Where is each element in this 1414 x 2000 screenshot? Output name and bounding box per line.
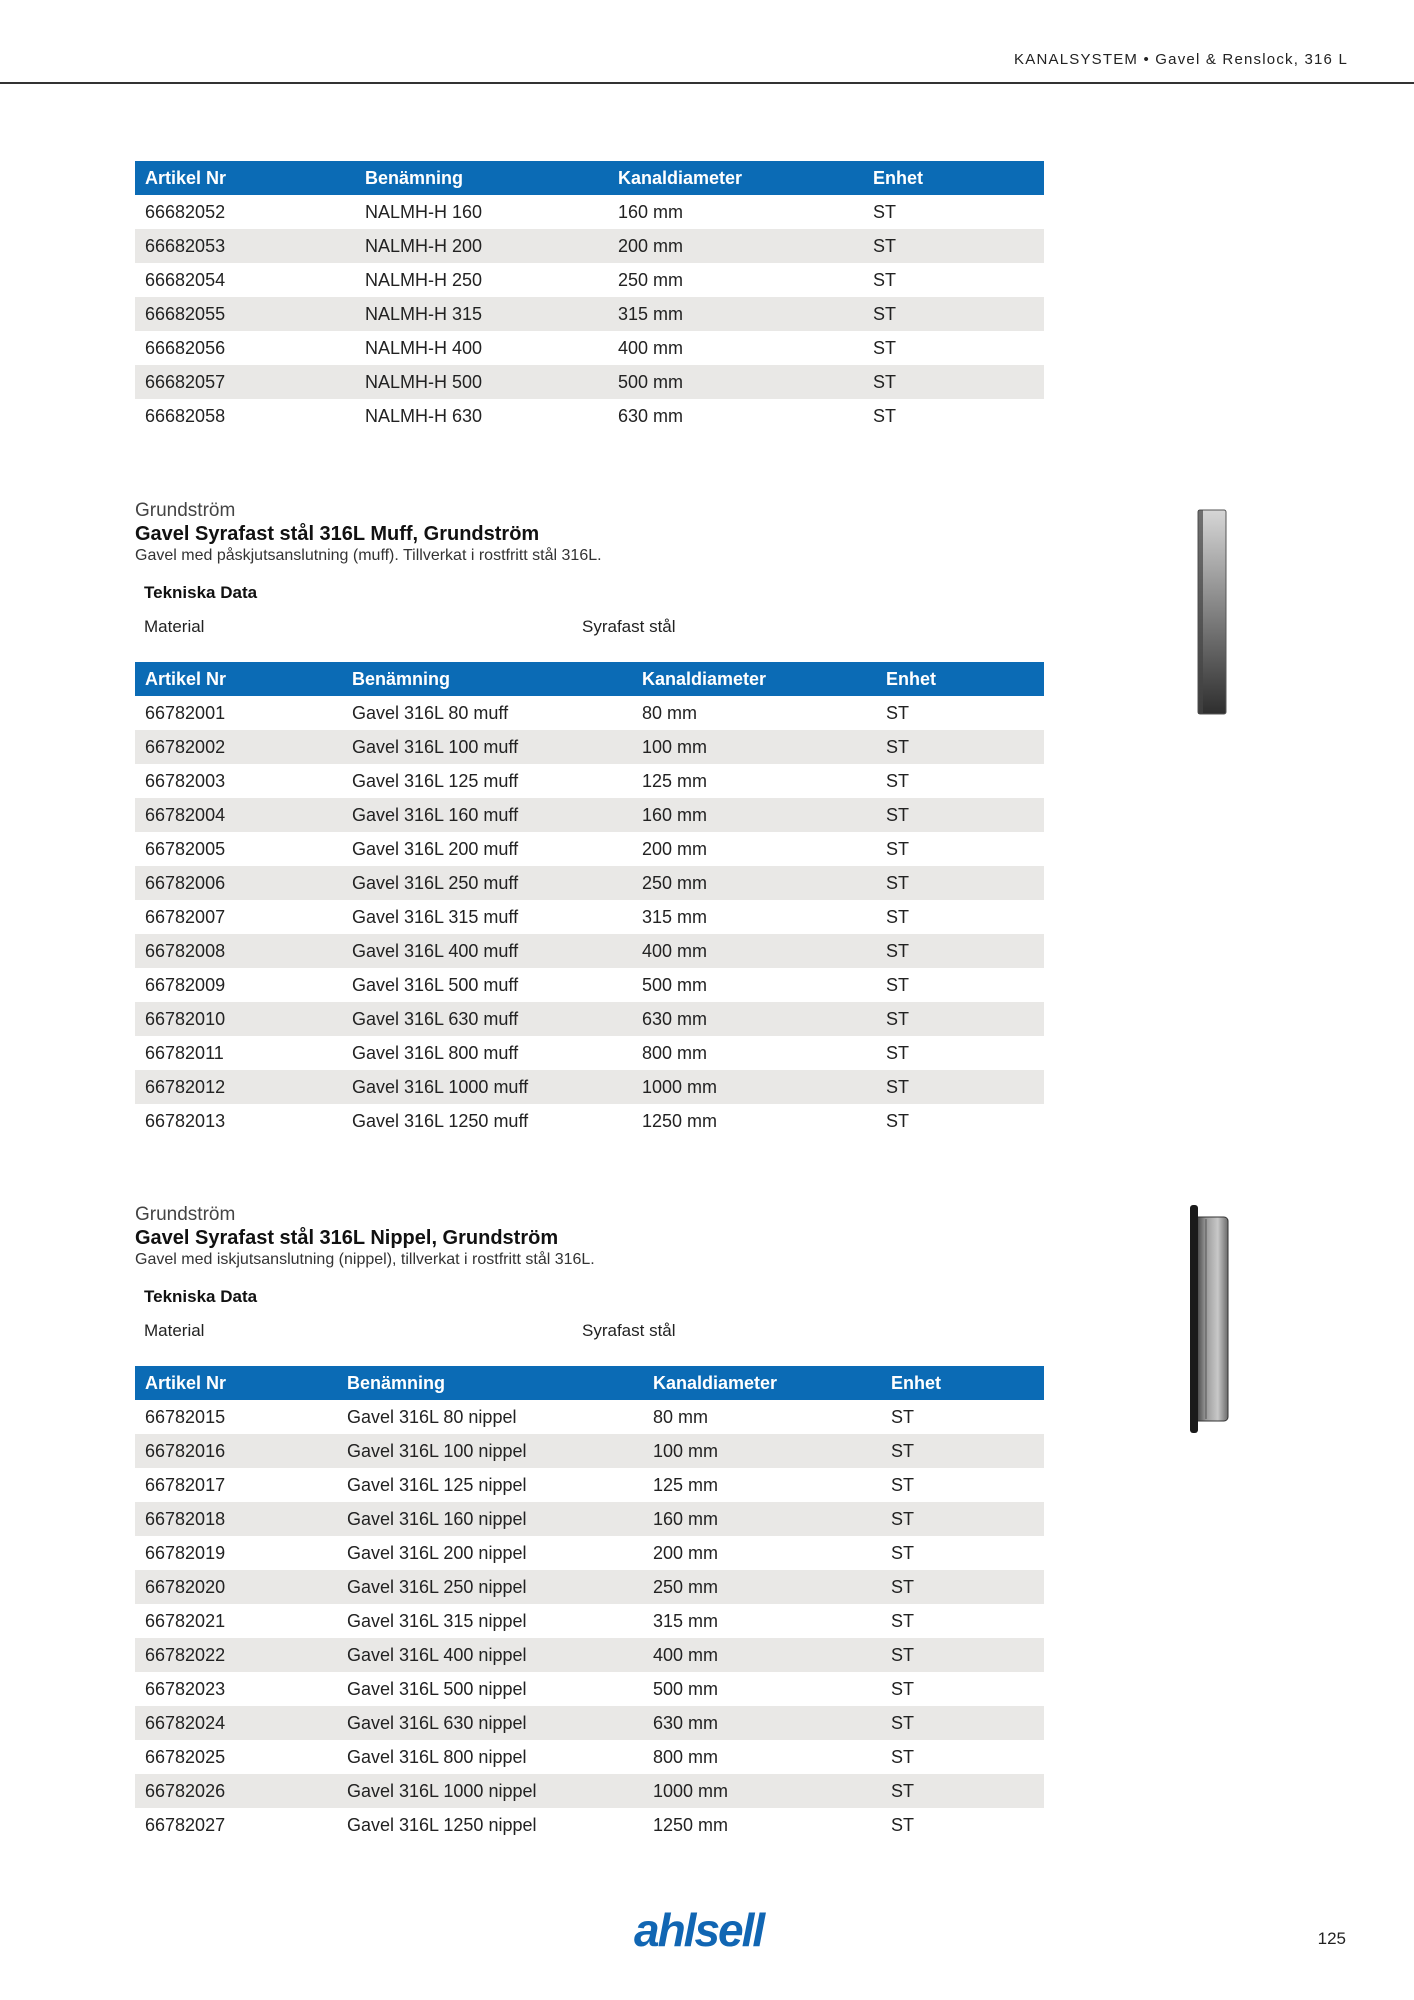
table-row: [135, 1104, 1044, 1138]
table-row: [135, 696, 1044, 730]
unit-cell: ST: [876, 1002, 1044, 1036]
unit-cell: ST: [891, 1542, 915, 1563]
name-cell: Gavel 316L 400 muff: [342, 934, 632, 968]
diameter-cell: 400 mm: [643, 1638, 881, 1672]
diameter-cell: 630 mm: [643, 1706, 881, 1740]
diameter-cell: 125 mm: [653, 1474, 719, 1495]
article-number-cell: 66782013: [145, 1110, 226, 1131]
article-number-cell: 66782004: [135, 798, 342, 832]
table-row: [135, 1434, 1044, 1468]
article-number-cell: 66682057: [135, 365, 355, 399]
unit-cell: ST: [881, 1434, 1044, 1468]
unit-cell: ST: [863, 229, 1044, 263]
name-cell: Gavel 316L 1000 nippel: [337, 1774, 643, 1808]
material-label: Material: [144, 1321, 205, 1340]
name-cell: Gavel 316L 800 nippel: [347, 1746, 527, 1767]
table-row: [135, 730, 1044, 764]
name-cell: Gavel 316L 200 nippel: [347, 1542, 527, 1563]
article-number-cell: 66682056: [145, 337, 226, 358]
unit-cell: ST: [891, 1746, 915, 1767]
unit-cell: ST: [886, 1110, 910, 1131]
table-row: [135, 399, 1044, 433]
name-cell: Gavel 316L 630 nippel: [337, 1706, 643, 1740]
article-number-cell: 66682052: [145, 201, 226, 222]
diameter-cell: 1250 mm: [642, 1110, 718, 1131]
article-number-cell: 66782024: [135, 1706, 337, 1740]
unit-cell: ST: [876, 730, 1044, 764]
brand-name: Grundström: [135, 500, 236, 521]
table-body: [135, 1400, 1044, 1842]
unit-cell: ST: [863, 297, 1044, 331]
name-cell: NALMH-H 400: [365, 337, 483, 358]
table-row: [135, 1740, 1044, 1774]
muff-product-image: [1192, 508, 1230, 716]
article-number-cell: 66782019: [145, 1542, 226, 1563]
article-number-cell: 66782011: [145, 1042, 224, 1063]
article-number-cell: 66682053: [135, 229, 355, 263]
unit-cell: ST: [891, 1814, 915, 1835]
article-number-cell: 66782002: [135, 730, 342, 764]
column-header-article-number: Artikel Nr: [135, 161, 355, 195]
table-row: [135, 297, 1044, 331]
unit-cell: ST: [886, 974, 910, 995]
article-number-cell: 66782001: [145, 702, 226, 723]
diameter-cell: 160 mm: [632, 798, 876, 832]
unit-cell: ST: [876, 1070, 1044, 1104]
name-cell: Gavel 316L 800 muff: [352, 1042, 519, 1063]
diameter-cell: 1000 mm: [632, 1070, 876, 1104]
table-row: [135, 764, 1044, 798]
diameter-cell: 800 mm: [642, 1042, 708, 1063]
table-row: [135, 1002, 1044, 1036]
name-cell: Gavel 316L 1250 nippel: [347, 1814, 537, 1835]
table-muff: [135, 662, 1044, 1138]
unit-cell: ST: [891, 1406, 915, 1427]
diameter-cell: 500 mm: [608, 365, 863, 399]
article-number-cell: 66682055: [135, 297, 355, 331]
diameter-cell: 125 mm: [642, 770, 708, 791]
name-cell: Gavel 316L 160 muff: [342, 798, 632, 832]
unit-cell: ST: [873, 405, 897, 426]
unit-cell: ST: [886, 770, 910, 791]
article-number-cell: 66782022: [135, 1638, 337, 1672]
table-row: [135, 365, 1044, 399]
column-header-name: Benämning: [355, 161, 608, 195]
diameter-cell: 250 mm: [632, 866, 876, 900]
name-cell: Gavel 316L 500 nippel: [347, 1678, 527, 1699]
product-description: Gavel med iskjutsanslutning (nippel), tillverkat i rostfritt stål 316L.: [135, 1251, 595, 1268]
material-label: Material: [144, 617, 205, 636]
article-number-cell: 66782006: [135, 866, 342, 900]
article-number-cell: 66782025: [145, 1746, 226, 1767]
diameter-cell: 315 mm: [653, 1610, 719, 1631]
product-title: Gavel Syrafast stål 316L Muff, Grundström: [135, 523, 540, 545]
article-number-cell: 66682058: [145, 405, 226, 426]
header-title: KANALSYSTEM • Gavel & Renslock, 316 L: [1014, 51, 1348, 68]
table-row: [135, 934, 1044, 968]
article-number-cell: 66782021: [145, 1610, 226, 1631]
article-number-cell: 66782008: [135, 934, 342, 968]
diameter-cell: 200 mm: [608, 229, 863, 263]
unit-cell: ST: [891, 1474, 915, 1495]
table-row: [135, 1070, 1044, 1104]
table-header-row: [135, 662, 1044, 696]
table-row: [135, 1502, 1044, 1536]
article-number-cell: 66782020: [135, 1570, 337, 1604]
table-row: [135, 1036, 1044, 1070]
diameter-cell: 500 mm: [653, 1678, 719, 1699]
name-cell: Gavel 316L 125 nippel: [347, 1474, 527, 1495]
table-nippel: [135, 1366, 1044, 1842]
column-header-unit: Enhet: [881, 1366, 1044, 1400]
table-row: [135, 1672, 1044, 1706]
table-row: [135, 263, 1044, 297]
page-header: [0, 0, 1414, 84]
diameter-cell: 80 mm: [642, 702, 698, 723]
unit-cell: ST: [876, 934, 1044, 968]
table-row: [135, 866, 1044, 900]
article-number-cell: 66782027: [145, 1814, 226, 1835]
diameter-cell: 630 mm: [618, 405, 684, 426]
table-header-row: [135, 1366, 1044, 1400]
diameter-cell: 1000 mm: [643, 1774, 881, 1808]
name-cell: Gavel 316L 250 nippel: [337, 1570, 643, 1604]
name-cell: Gavel 316L 400 nippel: [337, 1638, 643, 1672]
column-header-name: Benämning: [342, 662, 632, 696]
unit-cell: ST: [873, 269, 897, 290]
table-row: [135, 1536, 1044, 1570]
article-number-cell: 66782009: [145, 974, 226, 995]
article-number-cell: 66782010: [135, 1002, 342, 1036]
diameter-cell: 250 mm: [618, 269, 684, 290]
material-value: Syrafast stål: [582, 1321, 676, 1340]
product-title: Gavel Syrafast stål 316L Nippel, Grundström: [135, 1227, 559, 1249]
column-header-diameter: Kanaldiameter: [632, 662, 876, 696]
article-number-cell: 66782005: [145, 838, 226, 859]
name-cell: NALMH-H 250: [365, 269, 483, 290]
diameter-cell: 100 mm: [632, 730, 876, 764]
brand-name: Grundström: [135, 1204, 236, 1225]
name-cell: Gavel 316L 250 muff: [342, 866, 632, 900]
diameter-cell: 160 mm: [643, 1502, 881, 1536]
name-cell: Gavel 316L 315 nippel: [347, 1610, 527, 1631]
table-row: [135, 1400, 1044, 1434]
tech-data-title: Tekniska Data: [144, 1287, 258, 1306]
diameter-cell: 500 mm: [642, 974, 708, 995]
name-cell: Gavel 316L 200 muff: [352, 838, 519, 859]
unit-cell: ST: [873, 201, 897, 222]
article-number-cell: 66782012: [135, 1070, 342, 1104]
unit-cell: ST: [886, 1042, 910, 1063]
article-number-cell: 66782018: [135, 1502, 337, 1536]
column-header-article-number: Artikel Nr: [135, 662, 342, 696]
diameter-cell: 160 mm: [618, 201, 684, 222]
diameter-cell: 400 mm: [618, 337, 684, 358]
article-number-cell: 66782015: [145, 1406, 226, 1427]
table-row: [135, 968, 1044, 1002]
unit-cell: ST: [891, 1610, 915, 1631]
column-header-diameter: Kanaldiameter: [643, 1366, 881, 1400]
nippel-product-image: [1186, 1203, 1238, 1435]
article-number-cell: 66782023: [145, 1678, 226, 1699]
diameter-cell: 800 mm: [653, 1746, 719, 1767]
name-cell: NALMH-H 315: [355, 297, 608, 331]
column-header-unit: Enhet: [863, 161, 1044, 195]
table-header-row: [135, 161, 1044, 195]
name-cell: Gavel 316L 1000 muff: [342, 1070, 632, 1104]
name-cell: Gavel 316L 1250 muff: [352, 1110, 529, 1131]
diameter-cell: 400 mm: [632, 934, 876, 968]
name-cell: Gavel 316L 125 muff: [352, 770, 519, 791]
unit-cell: ST: [873, 337, 897, 358]
table-row: [135, 229, 1044, 263]
column-header-article-number: Artikel Nr: [135, 1366, 337, 1400]
article-number-cell: 66682054: [145, 269, 226, 290]
table-row: [135, 1808, 1044, 1842]
name-cell: Gavel 316L 500 muff: [352, 974, 519, 995]
table-row: [135, 900, 1044, 934]
name-cell: NALMH-H 630: [365, 405, 483, 426]
name-cell: NALMH-H 160: [365, 201, 483, 222]
diameter-cell: 630 mm: [632, 1002, 876, 1036]
name-cell: Gavel 316L 160 nippel: [337, 1502, 643, 1536]
article-number-cell: 66782017: [145, 1474, 226, 1495]
table-row: [135, 1638, 1044, 1672]
diameter-cell: 200 mm: [642, 838, 708, 859]
name-cell: Gavel 316L 630 muff: [342, 1002, 632, 1036]
diameter-cell: 315 mm: [642, 906, 708, 927]
diameter-cell: 200 mm: [653, 1542, 719, 1563]
unit-cell: ST: [881, 1638, 1044, 1672]
unit-cell: ST: [881, 1706, 1044, 1740]
table-nalmh: [135, 161, 1044, 433]
table-row: [135, 1570, 1044, 1604]
article-number-cell: 66782026: [135, 1774, 337, 1808]
name-cell: Gavel 316L 80 nippel: [347, 1406, 517, 1427]
product-description: Gavel med påskjutsanslutning (muff). Tillverkat i rostfritt stål 316L.: [135, 547, 602, 564]
section-nippel-head: [135, 1204, 1035, 1269]
table-row: [135, 331, 1044, 365]
table-row: [135, 1604, 1044, 1638]
tech-data-title: Tekniska Data: [144, 583, 258, 602]
table-row: [135, 798, 1044, 832]
diameter-cell: 100 mm: [643, 1434, 881, 1468]
unit-cell: ST: [876, 798, 1044, 832]
unit-cell: ST: [891, 1678, 915, 1699]
material-value: Syrafast stål: [582, 617, 676, 636]
column-header-name: Benämning: [337, 1366, 643, 1400]
unit-cell: ST: [863, 365, 1044, 399]
table-row: [135, 1774, 1044, 1808]
table-row: [135, 195, 1044, 229]
diameter-cell: 80 mm: [653, 1406, 709, 1427]
article-number-cell: 66782007: [145, 906, 226, 927]
diameter-cell: 1250 mm: [653, 1814, 729, 1835]
name-cell: Gavel 316L 100 nippel: [337, 1434, 643, 1468]
table-row: [135, 832, 1044, 866]
name-cell: NALMH-H 200: [355, 229, 608, 263]
name-cell: NALMH-H 500: [355, 365, 608, 399]
table-row: [135, 1468, 1044, 1502]
diameter-cell: 315 mm: [608, 297, 863, 331]
unit-cell: ST: [881, 1570, 1044, 1604]
unit-cell: ST: [886, 906, 910, 927]
name-cell: Gavel 316L 100 muff: [342, 730, 632, 764]
column-header-diameter: Kanaldiameter: [608, 161, 863, 195]
section-muff-head: [135, 500, 1035, 565]
unit-cell: ST: [886, 702, 910, 723]
article-number-cell: 66782003: [145, 770, 226, 791]
unit-cell: ST: [881, 1502, 1044, 1536]
column-header-unit: Enhet: [876, 662, 1044, 696]
article-number-cell: 66782016: [135, 1434, 337, 1468]
page-number: 125: [1317, 1929, 1346, 1948]
name-cell: Gavel 316L 80 muff: [352, 702, 509, 723]
unit-cell: ST: [886, 838, 910, 859]
name-cell: Gavel 316L 315 muff: [352, 906, 519, 927]
unit-cell: ST: [881, 1774, 1044, 1808]
diameter-cell: 250 mm: [643, 1570, 881, 1604]
unit-cell: ST: [876, 866, 1044, 900]
ahlsell-logo: ahlsell: [634, 1904, 764, 1956]
table-row: [135, 1706, 1044, 1740]
table-body: [135, 696, 1044, 1138]
table-body: [135, 195, 1044, 433]
